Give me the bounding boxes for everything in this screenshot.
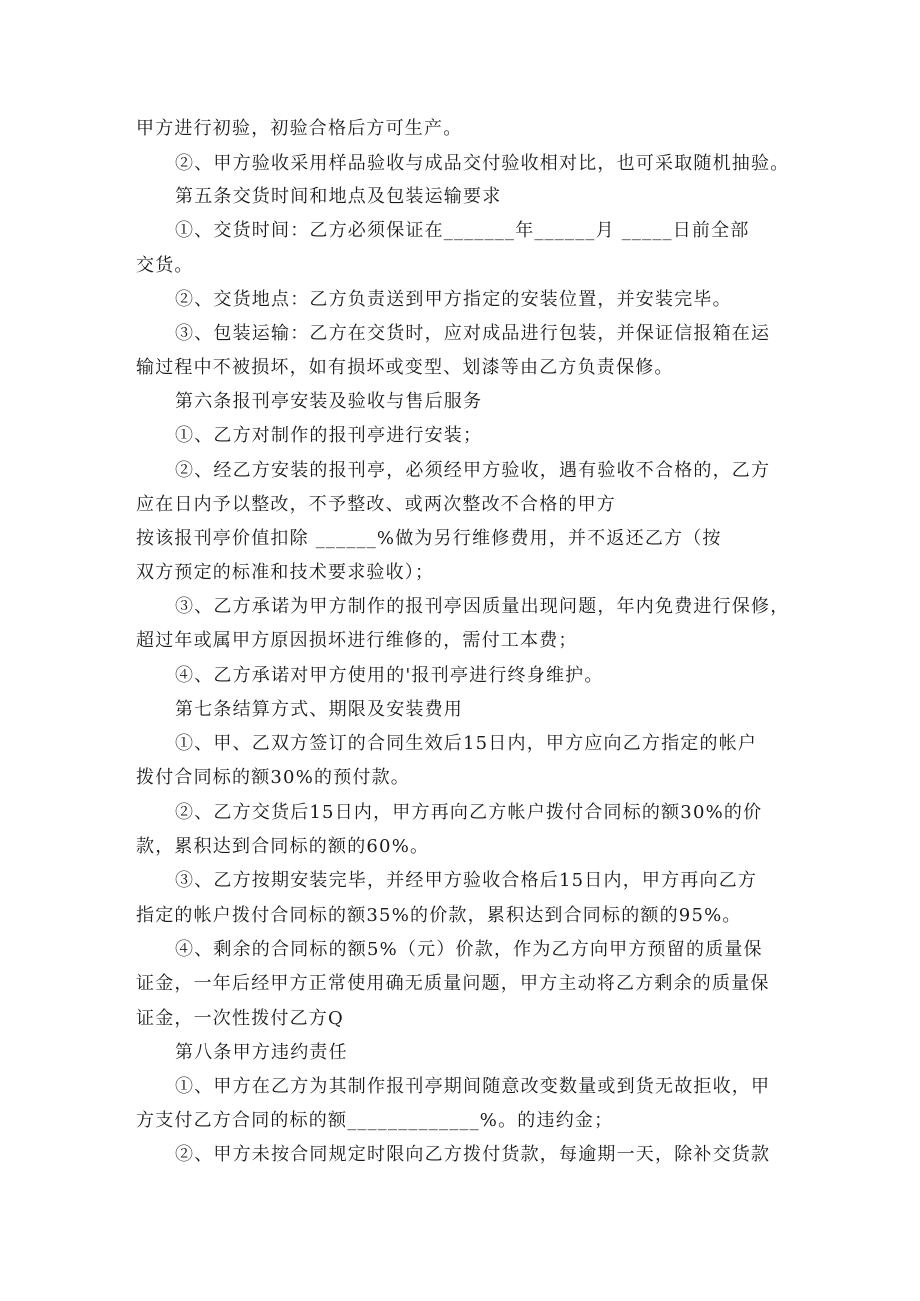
text-line: ①、交货时间：乙方必须保证在_______年______月 _____日前全部	[175, 220, 750, 241]
text-line: ④、乙方承诺对甲方使用的'报刊亭进行终身维护。	[175, 665, 604, 686]
text-line: ④、剩余的合同标的额5%（元）价款，作为乙方向甲方预留的质量保	[175, 939, 763, 960]
section-heading: 第五条交货时间和地点及包装运输要求	[175, 186, 502, 207]
text-line: 超过年或属甲方原因损坏进行维修的，需付工本费；	[136, 630, 578, 651]
text-line: ②、交货地点：乙方负责送到甲方指定的安装位置，并安装完毕。	[175, 289, 732, 310]
text-line: ②、甲方未按合同规定时限向乙方拨付货款，每逾期一天，除补交货款	[175, 1144, 771, 1165]
text-line: ③、乙方承诺为甲方制作的报刊亭因质量出现问题，年内免费进行保修，	[175, 596, 790, 617]
text-line: 证金，一年后经甲方正常使用确无质量问题，甲方主动将乙方剩余的质量保	[136, 973, 770, 994]
text-line: ③、包装运输：乙方在交货时，应对成品进行包装，并保证信报箱在运	[175, 323, 771, 344]
text-line: 指定的帐户拨付合同标的额35%的价款，累积达到合同标的额的95%。	[136, 905, 742, 926]
text-line: 双方预定的标准和技术要求验收）；	[136, 562, 435, 583]
text-line: 甲方进行初验，初验合格后方可生产。	[136, 118, 463, 139]
text-line: ③、乙方按期安装完毕，并经甲方验收合格后15日内，甲方再向乙方	[175, 870, 758, 891]
text-line: ②、甲方验收采用样品验收与成品交付验收相对比，也可采取随机抽验。	[175, 153, 790, 174]
text-line: ②、经乙方安装的报刊亭，必须经甲方验收，遇有验收不合格的，乙方	[175, 460, 771, 481]
text-line: 款，累积达到合同标的额的60%。	[136, 836, 430, 857]
text-line: 应在日内予以整改，不予整改、或两次整改不合格的甲方	[136, 494, 616, 515]
section-heading: 第八条甲方违约责任	[175, 1042, 348, 1063]
text-line: 输过程中不被损坏，如有损坏或变型、划漆等由乙方负责保修。	[136, 357, 674, 378]
text-line: ①、甲方在乙方为其制作报刊亭期间随意改变数量或到货无故拒收，甲	[175, 1076, 771, 1097]
text-line: ①、甲、乙双方签订的合同生效后15日内，甲方应向乙方指定的帐户	[175, 733, 758, 754]
text-line: 按该报刊亭价值扣除 ______%做为另行维修费用，并不返还乙方（按	[136, 528, 722, 549]
text-line: 证金，一次性拨付乙方Q	[136, 1008, 344, 1029]
text-line: 方支付乙方合同的标的额_____________%。的违约金；	[136, 1110, 614, 1131]
text-line: ①、乙方对制作的报刊亭进行安装；	[175, 425, 483, 446]
text-line: 拨付合同标的额30%的预付款。	[136, 767, 411, 788]
text-line: 交货。	[136, 255, 194, 276]
section-heading: 第六条报刊亭安装及验收与售后服务	[175, 391, 483, 412]
section-heading: 第七条结算方式、期限及安装费用	[175, 699, 463, 720]
text-line: ②、乙方交货后15日内，甲方再向乙方帐户拨付合同标的额30%的价	[175, 802, 763, 823]
